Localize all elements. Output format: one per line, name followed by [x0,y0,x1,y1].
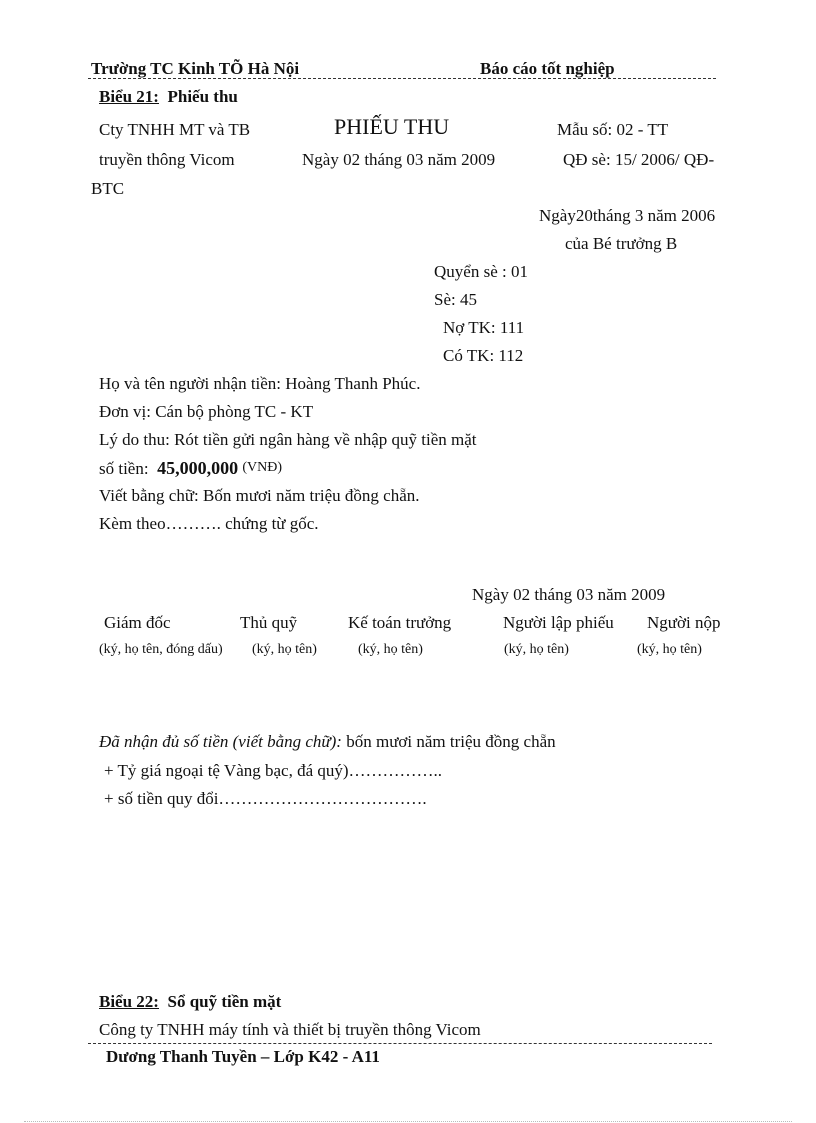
signature-date: Ngày 02 tháng 03 năm 2009 [472,585,666,604]
decision-number: QĐ sè: 15/ 2006/ QĐ- [563,150,715,169]
company-line-2: truyền thông Vicom [99,150,235,169]
sig-title-treasurer: Thủ quỹ [240,613,298,632]
bieu22-label: Biểu 22: [99,992,159,1011]
bieu21-label: Biểu 21: [99,87,159,106]
sig-note-payer: (ký, họ tên) [637,642,702,657]
book-number: Quyển sè : 01 [434,262,528,281]
header-school: Trường TC Kinh TÕ Hà Nội [91,59,300,78]
converted-amount: + số tiền quy đổi………………………………. [104,789,427,808]
credit-account: Có TK: 112 [443,346,524,365]
received-value: bốn mươi năm triệu đồng chẵn [341,732,556,751]
voucher-date: Ngày 02 tháng 03 năm 2009 [302,150,496,169]
header-divider [88,78,716,79]
sig-note-director: (ký, họ tên, đóng dấu) [99,642,223,657]
amount-currency: (VNĐ) [242,460,282,475]
sig-title-chief-accountant: Kế toán trưởng [348,613,452,632]
debit-account: Nợ TK: 111 [443,318,525,337]
company-line-1: Cty TNHH MT và TB [99,120,251,139]
page-bottom-border [24,1121,792,1122]
bieu22-heading [99,993,281,1012]
receiver-name: Họ và tên người nhận tiền: Hoàng Thanh Phúc. [99,374,421,393]
decision-btc: BTC [91,179,125,198]
bieu21-heading [99,88,238,107]
footer-author: Dương Thanh Tuyền – Lớp K42 - A11 [106,1047,380,1066]
sig-note-preparer: (ký, họ tên) [504,642,569,657]
sig-note-chief-accountant: (ký, họ tên) [358,642,423,657]
decision-date: Ngày20tháng 3 năm 2006 [539,206,716,225]
amount-line [99,459,282,479]
attachments: Kèm theo………. chứng từ gốc. [99,514,319,533]
department: Đơn vị: Cán bộ phòng TC - KT [99,402,314,421]
sig-title-preparer: Người lập phiếu [503,613,614,632]
bieu22-title: Sổ quỹ tiền mặt [167,992,282,1011]
decision-issuer: của Bé trưởng B [565,234,678,253]
voucher-number: Sè: 45 [434,290,477,309]
received-label: Đã nhận đủ số tiền (viết bằng chữ): [99,732,342,751]
received-line [99,733,556,752]
bieu21-title: Phiếu thu [167,87,238,106]
amount-value: 45,000,000 [157,458,239,478]
exchange-rate: + Tỷ giá ngoại tệ Vàng bạc, đá quý)…………….. [104,761,443,780]
sig-title-payer: Người nộp [647,613,721,632]
receipt-reason: Lý do thu: Rót tiền gửi ngân hàng về nhập quỹ tiền mặt [99,430,477,449]
voucher-title: PHIẾU THU [334,114,450,139]
bieu22-company: Công ty TNHH máy tính và thiết bị truyền thông Vicom [99,1020,481,1039]
footer-divider [88,1043,712,1044]
amount-in-words: Viết bằng chữ: Bốn mươi năm triệu đồng chẵn. [99,486,420,505]
amount-label: số tiền: [99,459,149,478]
header-report-title: Báo cáo tốt nghiệp [480,59,615,78]
form-number: Mẫu số: 02 - TT [557,120,669,139]
sig-title-director: Giám đốc [104,613,171,632]
sig-note-treasurer: (ký, họ tên) [252,642,317,657]
